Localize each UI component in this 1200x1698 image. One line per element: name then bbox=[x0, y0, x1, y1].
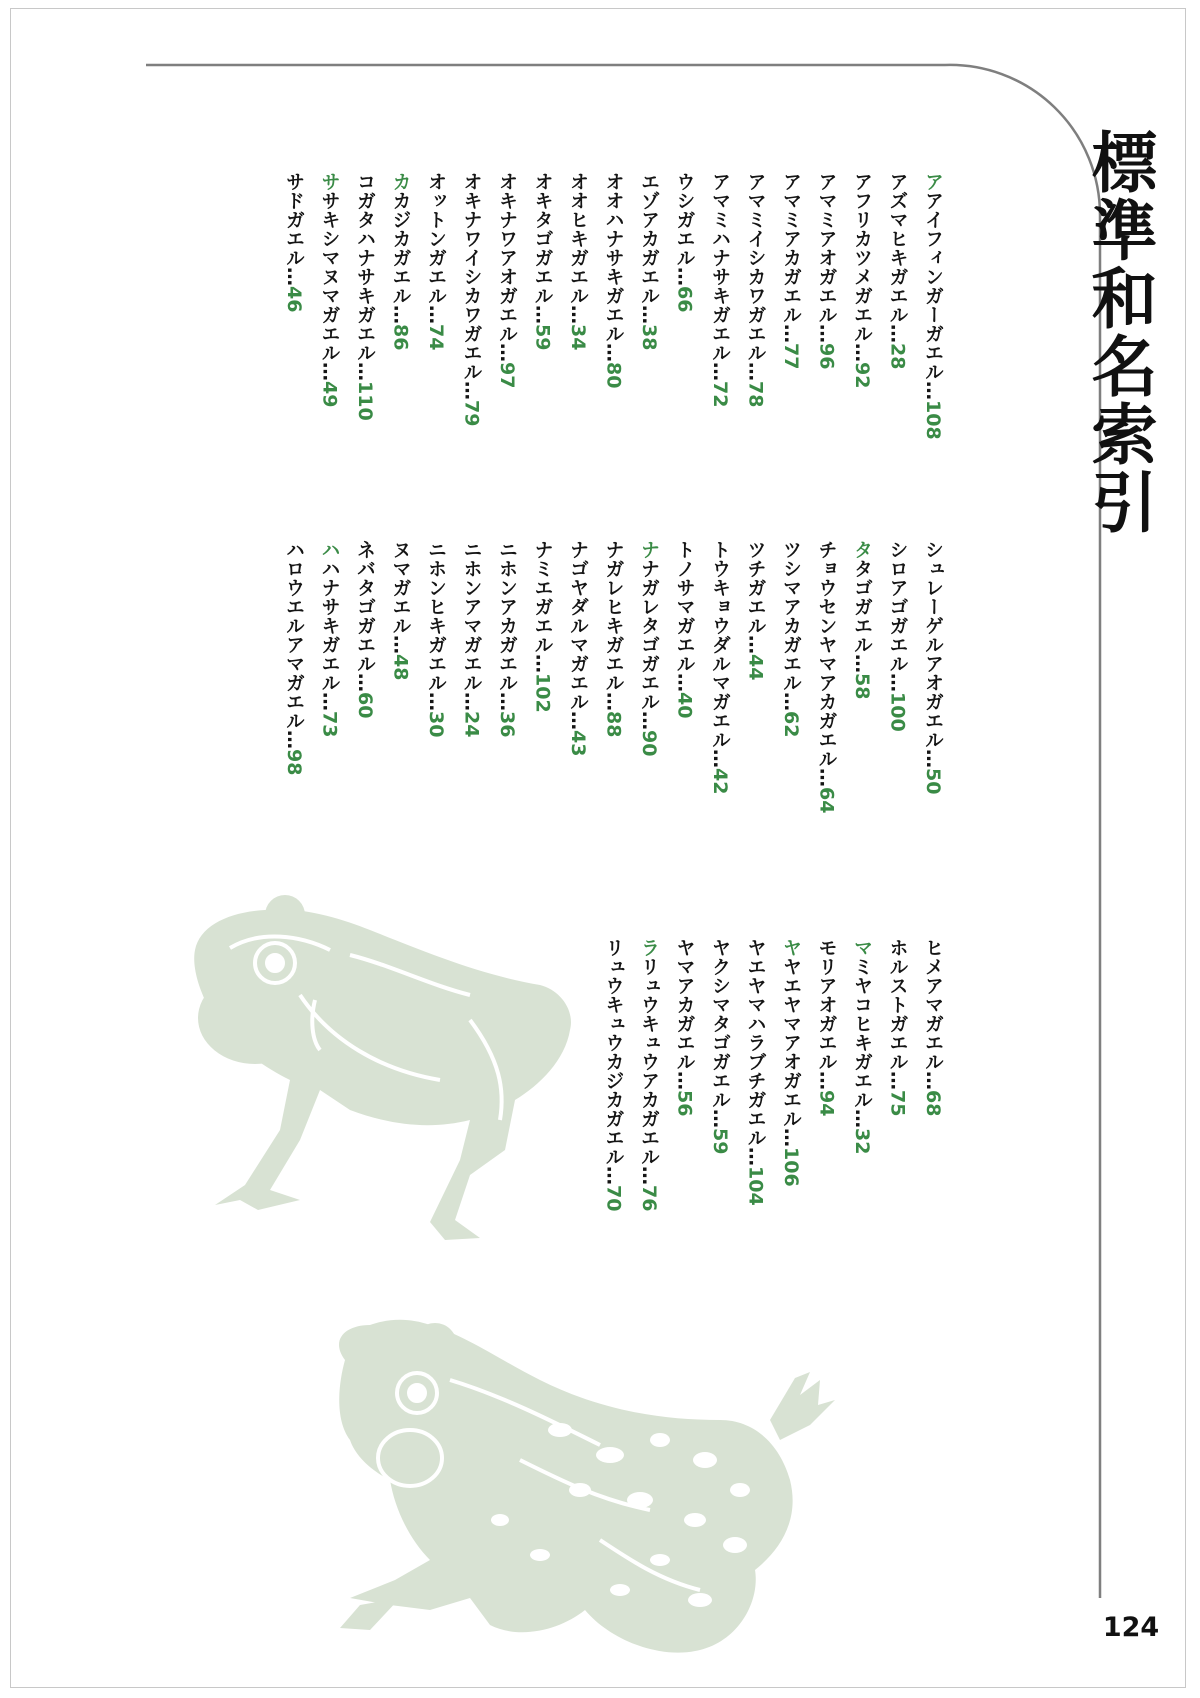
index-entry bbox=[419, 540, 453, 737]
index-entry bbox=[526, 540, 560, 713]
leader-dots: … bbox=[815, 324, 838, 343]
page-number: 124 bbox=[1102, 1612, 1160, 1643]
index-entry bbox=[313, 172, 347, 407]
species-name: アマミアオガエル bbox=[815, 172, 838, 324]
leader-dots: … bbox=[283, 730, 305, 749]
leader-dots: … bbox=[638, 711, 660, 730]
index-entry bbox=[845, 540, 879, 699]
page-ref: 79 bbox=[460, 400, 483, 427]
page-ref: 66 bbox=[673, 286, 696, 313]
species-name: オットンガエル bbox=[425, 172, 447, 305]
page-ref: 38 bbox=[638, 324, 660, 351]
leader-dots: … bbox=[780, 324, 802, 343]
species-name: ニホンアマガエル bbox=[460, 540, 483, 692]
index-entry bbox=[384, 172, 418, 350]
page-ref: 106 bbox=[780, 1147, 802, 1187]
leader-dots: … bbox=[567, 711, 589, 730]
kana-heading: カ bbox=[389, 172, 412, 191]
leader-dots: … bbox=[460, 692, 483, 711]
index-entry bbox=[774, 938, 808, 1187]
page-ref: 72 bbox=[709, 381, 731, 408]
page-ref: 36 bbox=[496, 711, 518, 738]
leader-dots: … bbox=[283, 267, 305, 286]
index-entry bbox=[490, 172, 524, 388]
index-entry bbox=[739, 172, 773, 407]
leader-dots: … bbox=[425, 305, 447, 324]
leader-dots: … bbox=[496, 692, 518, 711]
kana-heading: ナ bbox=[638, 540, 660, 559]
page-ref: 28 bbox=[886, 343, 909, 370]
leader-dots: … bbox=[886, 673, 909, 692]
leader-dots: … bbox=[460, 381, 483, 400]
species-name: ナガレタゴガエル bbox=[638, 559, 660, 711]
species-name: アマミアカガエル bbox=[780, 172, 802, 324]
species-name: トノサマガエル bbox=[673, 540, 696, 673]
leader-dots: … bbox=[922, 1071, 944, 1090]
species-name: アズマヒキガエル bbox=[886, 172, 909, 324]
leader-dots: … bbox=[318, 362, 341, 381]
index-section-sa-ha bbox=[200, 540, 950, 850]
index-entry bbox=[313, 540, 347, 737]
page-ref: 78 bbox=[744, 381, 767, 408]
index-entry bbox=[490, 540, 524, 737]
leader-dots: … bbox=[815, 768, 838, 787]
page-ref: 97 bbox=[496, 362, 518, 389]
leader-dots: … bbox=[851, 1109, 873, 1128]
leader-dots: … bbox=[744, 362, 767, 381]
page-ref: 64 bbox=[815, 787, 838, 814]
page-ref: 70 bbox=[602, 1185, 625, 1212]
page-ref: 34 bbox=[567, 324, 589, 351]
leader-dots: … bbox=[709, 1109, 731, 1128]
page-ref: 56 bbox=[673, 1090, 696, 1117]
species-name: トウキョウダルマガエル bbox=[709, 540, 731, 749]
index-entry bbox=[881, 938, 915, 1116]
species-name: オキナワイシカワガエル bbox=[460, 172, 483, 381]
leader-dots: … bbox=[815, 1071, 838, 1090]
page-ref: 76 bbox=[638, 1185, 660, 1212]
species-name: ツチガエル bbox=[744, 540, 767, 635]
page-ref: 88 bbox=[602, 711, 625, 738]
species-name: ニホンヒキガエル bbox=[425, 540, 447, 692]
species-name: ナミエガエル bbox=[531, 540, 554, 654]
page-ref: 98 bbox=[283, 749, 305, 776]
index-entry bbox=[455, 172, 489, 426]
page-ref: 100 bbox=[886, 692, 909, 732]
kana-heading: ハ bbox=[318, 540, 341, 559]
index-entry bbox=[668, 540, 702, 718]
index-entry bbox=[810, 938, 844, 1116]
index-entry bbox=[845, 172, 879, 388]
index-entry bbox=[703, 172, 737, 407]
page-ref: 42 bbox=[709, 768, 731, 795]
species-name: ナガレヒキガエル bbox=[602, 540, 625, 692]
species-name: アフリカツメガエル bbox=[851, 172, 873, 343]
leader-dots: … bbox=[602, 1166, 625, 1185]
index-entry bbox=[916, 172, 950, 440]
page-ref: 60 bbox=[354, 692, 376, 719]
index-entry bbox=[668, 172, 702, 312]
page-ref: 77 bbox=[780, 343, 802, 370]
page-ref: 46 bbox=[283, 286, 305, 313]
species-name: ネバタゴガエル bbox=[354, 540, 376, 673]
leader-dots: … bbox=[744, 1147, 767, 1166]
species-name: ヤエヤマハラブチガエル bbox=[744, 938, 767, 1147]
leader-dots: … bbox=[744, 635, 767, 654]
leader-dots: … bbox=[638, 1166, 660, 1185]
species-name: ホルストガエル bbox=[886, 938, 909, 1071]
page-ref: 43 bbox=[567, 730, 589, 757]
species-name: ハナサキガエル bbox=[318, 559, 341, 692]
leader-dots: … bbox=[531, 305, 554, 324]
kana-heading: タ bbox=[851, 540, 873, 559]
page-ref: 80 bbox=[602, 362, 625, 389]
index-entry bbox=[703, 938, 737, 1154]
species-name: アマミハナサキガエル bbox=[709, 172, 731, 362]
page-title: 標準和名索引 bbox=[1080, 128, 1157, 536]
leader-dots: … bbox=[709, 362, 731, 381]
species-name: オキナワアオガエル bbox=[496, 172, 518, 343]
page-ref: 40 bbox=[673, 692, 696, 719]
species-name: シュレーゲルアオガエル bbox=[922, 540, 944, 749]
page-ref: 62 bbox=[780, 711, 802, 738]
index-entry bbox=[632, 172, 666, 350]
species-name: チョウセンヤマアカガエル bbox=[815, 540, 838, 768]
page-ref: 94 bbox=[815, 1090, 838, 1117]
leader-dots: … bbox=[886, 324, 909, 343]
species-name: ヒメアマガエル bbox=[922, 938, 944, 1071]
index-entry bbox=[739, 540, 773, 680]
index-entry bbox=[384, 540, 418, 680]
leader-dots: … bbox=[354, 362, 376, 381]
kana-heading: ア bbox=[922, 172, 944, 191]
leader-dots: … bbox=[673, 673, 696, 692]
page-ref: 59 bbox=[531, 324, 554, 351]
leader-dots: … bbox=[851, 654, 873, 673]
species-name: ウシガエル bbox=[673, 172, 696, 267]
leader-dots: … bbox=[673, 1071, 696, 1090]
index-entry bbox=[774, 172, 808, 369]
page-ref: 59 bbox=[709, 1128, 731, 1155]
page-ref: 74 bbox=[425, 324, 447, 351]
index-entry bbox=[810, 172, 844, 369]
index-entry bbox=[597, 172, 631, 388]
leader-dots: … bbox=[389, 305, 412, 324]
leader-dots: … bbox=[602, 343, 625, 362]
index-entry bbox=[845, 938, 879, 1154]
index-entry bbox=[881, 540, 915, 732]
leader-dots: … bbox=[922, 381, 944, 400]
index-entry bbox=[277, 540, 311, 775]
species-name: サキシマヌマガエル bbox=[318, 191, 341, 362]
leader-dots: … bbox=[638, 305, 660, 324]
leader-dots: … bbox=[602, 692, 625, 711]
species-name: サドガエル bbox=[283, 172, 305, 267]
species-name: ハロウエルアマガエル bbox=[283, 540, 305, 730]
species-name: タゴガエル bbox=[851, 559, 873, 654]
page-ref: 68 bbox=[922, 1090, 944, 1117]
page-ref: 49 bbox=[318, 381, 341, 408]
page-ref: 110 bbox=[354, 381, 376, 421]
leader-dots: … bbox=[922, 749, 944, 768]
species-name: ヤクシマタゴガエル bbox=[709, 938, 731, 1109]
index-section-ha-ra bbox=[540, 938, 950, 1248]
page-ref: 96 bbox=[815, 343, 838, 370]
kana-heading: マ bbox=[851, 938, 873, 957]
leader-dots: … bbox=[318, 692, 341, 711]
species-name: カジカガエル bbox=[389, 191, 412, 305]
species-name: アマミイシカワガエル bbox=[744, 172, 767, 362]
index-entry bbox=[703, 540, 737, 794]
page-ref: 86 bbox=[389, 324, 412, 351]
index-entry bbox=[348, 172, 382, 421]
kana-heading: ラ bbox=[638, 938, 660, 957]
index-entry bbox=[348, 540, 382, 718]
index-entry bbox=[597, 540, 631, 737]
page-ref: 92 bbox=[851, 362, 873, 389]
leader-dots: … bbox=[709, 749, 731, 768]
index-entry bbox=[810, 540, 844, 813]
index-entry bbox=[632, 540, 666, 756]
page-ref: 44 bbox=[744, 654, 767, 681]
leader-dots: … bbox=[531, 654, 554, 673]
index-entry bbox=[739, 938, 773, 1206]
species-name: ツシマアカガエル bbox=[780, 540, 802, 692]
leader-dots: … bbox=[780, 1128, 802, 1147]
species-name: ミヤコヒキガエル bbox=[851, 957, 873, 1109]
species-name: リュウキュウカジカガエル bbox=[602, 938, 625, 1166]
kana-heading: ヤ bbox=[780, 938, 802, 957]
leader-dots: … bbox=[780, 692, 802, 711]
page-ref: 108 bbox=[922, 400, 944, 440]
species-name: ニホンアカガエル bbox=[496, 540, 518, 692]
page-ref: 30 bbox=[425, 711, 447, 738]
species-name: オオハナサキガエル bbox=[602, 172, 625, 343]
title-block bbox=[1080, 128, 1175, 568]
index-section-a-sa bbox=[200, 172, 950, 482]
species-name: オキタゴガエル bbox=[531, 172, 554, 305]
species-name: オオヒキガエル bbox=[567, 172, 589, 305]
species-name: ヤエヤマアオガエル bbox=[780, 957, 802, 1128]
index-entry bbox=[881, 172, 915, 369]
index-entry bbox=[774, 540, 808, 737]
species-name: エゾアカガエル bbox=[638, 172, 660, 305]
species-name: コガタハナサキガエル bbox=[354, 172, 376, 362]
page-ref: 104 bbox=[744, 1166, 767, 1206]
species-name: ヌマガエル bbox=[389, 540, 412, 635]
leader-dots: … bbox=[389, 635, 412, 654]
index-entry bbox=[561, 172, 595, 350]
species-name: リュウキュウアカガエル bbox=[638, 957, 660, 1166]
index-entry bbox=[916, 540, 950, 794]
leader-dots: … bbox=[851, 343, 873, 362]
page-ref: 90 bbox=[638, 730, 660, 757]
species-name: ヤマアカガエル bbox=[673, 938, 696, 1071]
page-ref: 58 bbox=[851, 673, 873, 700]
leader-dots: … bbox=[567, 305, 589, 324]
index-entry bbox=[419, 172, 453, 350]
index-entry bbox=[455, 540, 489, 737]
index-entry bbox=[561, 540, 595, 756]
leader-dots: … bbox=[886, 1071, 909, 1090]
species-name: アイフィンガーガエル bbox=[922, 191, 944, 381]
index-entry bbox=[277, 172, 311, 312]
leader-dots: … bbox=[425, 692, 447, 711]
page-ref: 48 bbox=[389, 654, 412, 681]
page-ref: 75 bbox=[886, 1090, 909, 1117]
species-name: シロアゴガエル bbox=[886, 540, 909, 673]
index-entry bbox=[668, 938, 702, 1116]
leader-dots: … bbox=[354, 673, 376, 692]
kana-heading: サ bbox=[318, 172, 341, 191]
index-entry bbox=[526, 172, 560, 350]
leader-dots: … bbox=[673, 267, 696, 286]
index-entry bbox=[916, 938, 950, 1116]
page-ref: 32 bbox=[851, 1128, 873, 1155]
page-ref: 24 bbox=[460, 711, 483, 738]
leader-dots: … bbox=[496, 343, 518, 362]
page-ref: 102 bbox=[531, 673, 554, 713]
page-ref: 50 bbox=[922, 768, 944, 795]
species-name: モリアオガエル bbox=[815, 938, 838, 1071]
index-entry bbox=[597, 938, 631, 1211]
page-ref: 73 bbox=[318, 711, 341, 738]
species-name: ナゴヤダルマガエル bbox=[567, 540, 589, 711]
index-entry bbox=[632, 938, 666, 1211]
